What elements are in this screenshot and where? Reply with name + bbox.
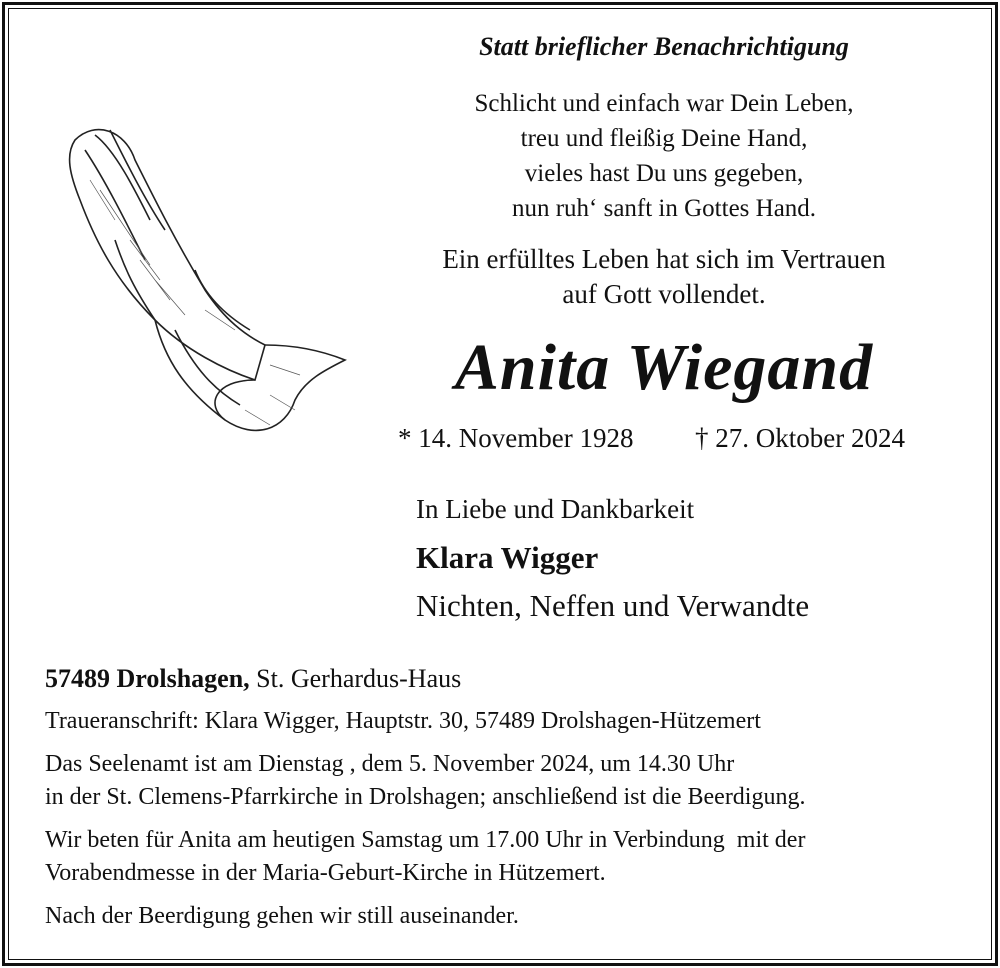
mourners-intro: In Liebe und Dankbarkeit bbox=[416, 494, 695, 524]
birth-date: * 14. November 1928 bbox=[398, 423, 634, 453]
location bbox=[45, 662, 805, 695]
poem-line: treu und fleißig Deine Hand, bbox=[520, 125, 808, 152]
prayer-line: Wir beten für Anita am heutigen Samstag um 17.00 Uhr in Verbindung mit der bbox=[45, 827, 806, 853]
death-date: † 27. Oktober 2024 bbox=[695, 423, 905, 453]
other-mourners: Nichten, Neffen und Verwandte bbox=[416, 588, 810, 623]
prayer-info bbox=[45, 824, 805, 890]
primary-mourner: Klara Wigger bbox=[416, 540, 599, 575]
location-city: 57489 Drolshagen, bbox=[45, 664, 250, 693]
details-section bbox=[45, 662, 805, 943]
closing-note: Nach der Beerdigung gehen wir still auseinander. bbox=[45, 903, 519, 929]
service-line: Das Seelenamt ist am Dienstag , dem 5. November 2024, um 14.30 Uhr bbox=[45, 751, 735, 777]
location-place: St. Gerhardus-Haus bbox=[256, 664, 462, 693]
poem bbox=[398, 86, 930, 226]
poem-line: nun ruh‘ sanft in Gottes Hand. bbox=[511, 195, 817, 222]
faith-line: Ein erfülltes Leben hat sich im Vertrauen bbox=[442, 244, 886, 274]
header-title: Statt brieflicher Benachrichtigung bbox=[479, 32, 849, 61]
poem-line: vieles hast Du uns gegeben, bbox=[524, 160, 804, 187]
mourning-address: Traueranschrift: Klara Wigger, Hauptstr. 30, 57489 Drolshagen-Hützemert bbox=[45, 708, 761, 734]
service-info bbox=[45, 748, 805, 814]
poem-line: Schlicht und einfach war Dein Leben, bbox=[474, 90, 854, 117]
prayer-line: Vorabendmesse in der Maria-Geburt-Kirche in Hützemert. bbox=[45, 860, 606, 886]
deceased-name: Anita Wiegand bbox=[454, 331, 874, 404]
service-line: in der St. Clemens-Pfarrkirche in Drolshagen; anschließend ist die Beerdigung. bbox=[45, 784, 806, 810]
faith-statement bbox=[398, 242, 930, 312]
faith-line: auf Gott vollendet. bbox=[562, 279, 766, 309]
praying-hands-illustration bbox=[55, 120, 350, 450]
